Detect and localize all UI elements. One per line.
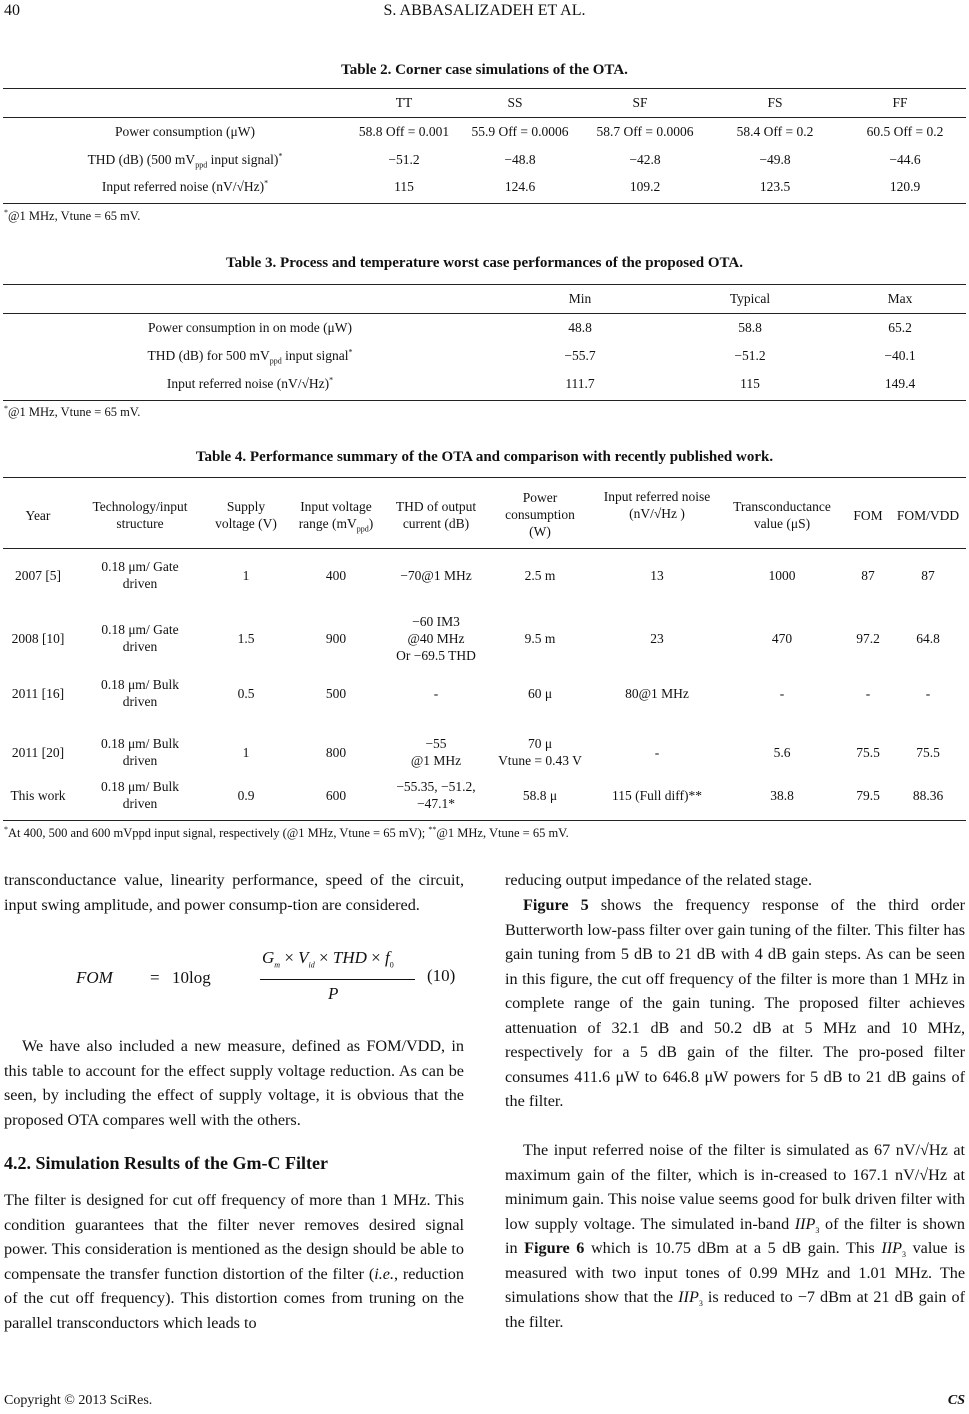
table2-cell: 58.7 Off = 0.0006 [596,124,694,139]
table4-cell-year: 2007 [5] [14,567,62,583]
table2-mid-rule [3,117,966,118]
table2-cell: −49.8 [759,152,791,167]
table4-cell-noise: 23 [650,630,664,646]
table4-cell-fom: 75.5 [856,744,880,760]
table2-col-ff: FF [892,95,908,110]
table2-bottom-rule [3,203,966,204]
table4-cell-tech: 0.18 μm/ Bulk driven [100,779,180,811]
table4-cell-trans: 38.8 [770,787,794,803]
table2-cell: −51.2 [388,152,420,167]
table2-cell: 115 [394,179,414,194]
table3-bottom-rule [3,400,966,401]
table4-cell-tech: 0.18 μm/ Gate driven [101,622,179,654]
table3-cell: 48.8 [568,320,592,335]
table4-cell-fom: 97.2 [856,630,880,646]
table4-header-fom: FOM [853,508,883,523]
table2-cell: 58.4 Off = 0.2 [736,124,814,139]
table2-cell: 58.8 Off = 0.001 [358,124,450,139]
table4-header-technology: Technology/input structure [92,499,188,531]
table4-cell-year: 2008 [10] [11,630,65,646]
table4-header-power: Power consumption (W) [505,490,575,539]
figure-5-ref: Figure 5 [523,896,589,914]
table2-row-label: Power consumption (μW) [115,124,255,139]
table4-cell-thd: −60 IM3 @40 MHz Or −69.5 THD [396,613,476,663]
table4-cell-fomvdd: - [925,685,931,701]
table4-cell-thd: −55 @1 MHz [410,736,462,768]
table3-top-rule [3,284,966,285]
left-para-1: transconductance value, linearity performance, speed of the circuit, input swing amplitude, and power consump-tion are considered. [4,871,464,914]
table4-header-thd: THD of output current (dB) [395,499,477,531]
table4-cell-noise: 115 (Full diff)** [612,787,702,803]
left-para-2: We have also included a new measure, defined as FOM/VDD, in this table to account for the effect supply voltage reduction. As can be seen, by including the effect of supply voltage, it is obvious that the proposed OTA compares well with the others. [4,1037,464,1129]
table2-row-label: Input referred noise (nV/√Hz)* [101,178,269,194]
table4-top-rule [3,477,966,478]
table4-cell-noise: 80@1 MHz [625,685,689,701]
table4-cell-fomvdd: 87 [921,567,935,583]
eq-lhs: FOM [76,968,113,987]
table4-cell-supply: 1 [242,744,250,760]
table2-col-sf: SF [632,95,648,110]
table2-footnote: *@1 MHz, Vtune = 65 mV. [4,207,141,223]
table2-cell: −44.6 [889,152,921,167]
table3-col-min: Min [568,291,592,306]
table4-cell-trans: 1000 [768,567,796,583]
table4-cell-range: 900 [325,630,347,646]
table2-cell: −48.8 [504,152,536,167]
table3-col-typical: Typical [729,291,771,306]
table4-cell-tech: 0.18 μm/ Bulk driven [100,677,180,709]
table4-cell-range: 500 [325,685,347,701]
table2-col-tt: TT [395,95,413,110]
table4-cell-power: 70 μ Vtune = 0.43 V [498,736,582,768]
table4-cell-fom: 79.5 [856,787,880,803]
table3-caption: Table 3. Process and temperature worst case performances of the proposed OTA. [225,255,744,271]
table4-cell-noise: - [654,744,660,760]
table4-cell-power: 2.5 m [524,567,556,583]
table4-cell-supply: 1.5 [237,630,255,646]
table4-mid-rule [3,548,966,549]
eq-fraction-bar [260,979,415,980]
table4-cell-thd: −55.35, −51.2, −47.1* [396,779,476,811]
table3-cell: 58.8 [738,320,762,335]
table3-footnote: *@1 MHz, Vtune = 65 mV. [4,403,141,419]
table4-cell-fomvdd: 64.8 [916,630,940,646]
left-para-3: The filter is designed for cut off frequency of more than 1 MHz. This condition guarantees that the filter never removes desired signal power. This consideration is mentioned as the design should be able to compensate the transfer function distortion of the filter (i.e., reduction of the cut off frequency). This distortion comes from truning on the parallel transconductors which leads to [4,1191,464,1332]
right-para-2: Figure 5 shows the frequency response of the third order Butterworth low-pass filter over gain tuning of the filter. This filter has gain tuning from 5 dB to 21 dB with 4 dB gain steps. As can be seen in this figure, the cut off frequency of the filter is more than 1 MHz in complete range of the gain tuning. The proposed filter achieves attenuation of 32.1 dB and 50.2 dB at 5 MHz and 10 MHz, respectively for a 5 dB gain of the filter. The pro-posed filter consumes 411.6 μW to 646.8 μW powers for 5 dB to 21 dB gains of the filter. [505,896,966,1110]
eq-numerator: $G_m \times V_{id}$ × THD × $f_0$ [262,948,394,970]
table2-col-ss: SS [507,95,523,110]
table4-cell-range: 800 [325,744,347,760]
table4-bottom-rule [3,820,966,821]
table4-cell-power: 58.8 μ [522,787,558,803]
table3-cell: 65.2 [888,320,912,335]
eq-denominator: P [328,984,339,1003]
journal-abbrev: CS [947,1393,965,1408]
table4-cell-supply: 0.5 [237,685,255,701]
table4-header-fom-vdd: FOM/VDD [896,508,960,523]
table4-cell-thd: −70@1 MHz [400,567,472,583]
table4-cell-fomvdd: 88.36 [912,787,944,803]
table2-row-label: THD (dB) (500 $mV_{ppd}$ input signal)* [87,151,283,170]
right-para-3: The input referred noise of the filter is simulated as 67 nV/√Hz at maximum gain of the filter, which is in-creased to 167.1 nV/√Hz at minimum gain. This noise value seems good for bulk driven filter with low supply voltage. The simulated in-band $IIP_3$ of the filter is shown in Figure 6 which is 10.75 dBm at a 5 dB gain. This $IIP_3$ value is measured with two input tones of 0.99 MHz and 1.01 MHz. The simulations show that the $IIP_3$ is reduced to −7 dBm at 21 dB gain of the filter. [505,1141,966,1331]
table2-top-rule [3,88,966,89]
table4-cell-power: 9.5 m [524,630,556,646]
table2-cell: 124.6 [504,179,536,194]
table4-header-supply: Supply voltage (V) [215,499,277,531]
table3-row-label: THD (dB) for 500 $mV_{ppd}$ input signal* [147,347,353,366]
table4-cell-supply: 1 [242,567,250,583]
table4-cell-range: 400 [325,567,347,583]
table4-cell-tech: 0.18 μm/ Bulk driven [100,736,180,768]
eq-coefficient: 10log [172,968,211,987]
running-title: S. ABBASALIZADEH ET AL. [383,2,586,19]
table2-cell: 109.2 [629,179,661,194]
eq-number: (10) [427,966,456,985]
figure-6-ref: Figure 6 [524,1239,585,1257]
table4-cell-fomvdd: 75.5 [916,744,940,760]
table2-cell: 120.9 [889,179,921,194]
table4-cell-trans: 470 [771,630,793,646]
table3-col-max: Max [887,291,913,306]
table4-footnote: *At 400, 500 and 600 mVppd input signal, respectively (@1 MHz, Vtune = 65 mV); **@1 MHz, Vtune = 65 mV. [4,824,569,840]
table4-cell-supply: 0.9 [237,787,255,803]
table4-cell-year: 2011 [20] [11,744,65,760]
table2-cell: 60.5 Off = 0.2 [866,124,944,139]
table4-cell-tech: 0.18 μm/ Gate driven [101,559,179,591]
table4-cell-range: 600 [325,787,347,803]
table3-cell: 111.7 [565,376,595,391]
table4-header-input-range: Input voltage range $(mV_{ppd})$ [298,499,374,534]
table4-cell-year: This work [10,787,66,803]
table4-cell-fom: - [865,685,871,701]
table4-header-transconductance: Transconductance value (μS) [733,499,831,531]
table3-row-label: Power consumption in on mode (μW) [147,320,353,335]
table2-caption: Table 2. Corner case simulations of the OTA. [341,62,628,78]
table4-header-noise: Input referred noise (nV/√Hz ) [603,489,711,521]
equation-10 [70,948,465,1023]
table4-cell-fom: 87 [861,567,875,583]
table2-cell: 123.5 [759,179,791,194]
table3-cell: −55.7 [564,348,596,363]
table2-col-fs: FS [767,95,783,110]
table2-cell: 55.9 Off = 0.0006 [471,124,569,139]
section-heading: 4.2. Simulation Results of the Gm-C Filter [4,1153,328,1173]
eq-equals: = [150,968,160,987]
table4-cell-noise: 13 [650,567,664,583]
table4-cell-year: 2011 [16] [11,685,65,701]
table4-cell-trans: 5.6 [773,744,791,760]
table4-header-year: Year [25,508,51,523]
copyright: Copyright © 2013 SciRes. [4,1393,153,1408]
table4-cell-thd: - [433,685,439,701]
table4-cell-power: 60 μ [527,685,553,701]
right-para-1: reducing output impedance of the related stage. [505,871,812,889]
table3-cell: −40.1 [884,348,916,363]
table3-mid-rule [3,313,966,314]
table3-cell: 115 [740,376,760,391]
table3-cell: 149.4 [884,376,916,391]
table3-row-label: Input referred noise (nV/√Hz)* [166,375,334,391]
table2-cell: −42.8 [629,152,661,167]
page-number: 40 [4,2,20,19]
table4-caption: Table 4. Performance summary of the OTA and comparison with recently published work. [195,449,774,465]
table4-cell-trans: - [779,685,785,701]
table3-cell: −51.2 [734,348,766,363]
